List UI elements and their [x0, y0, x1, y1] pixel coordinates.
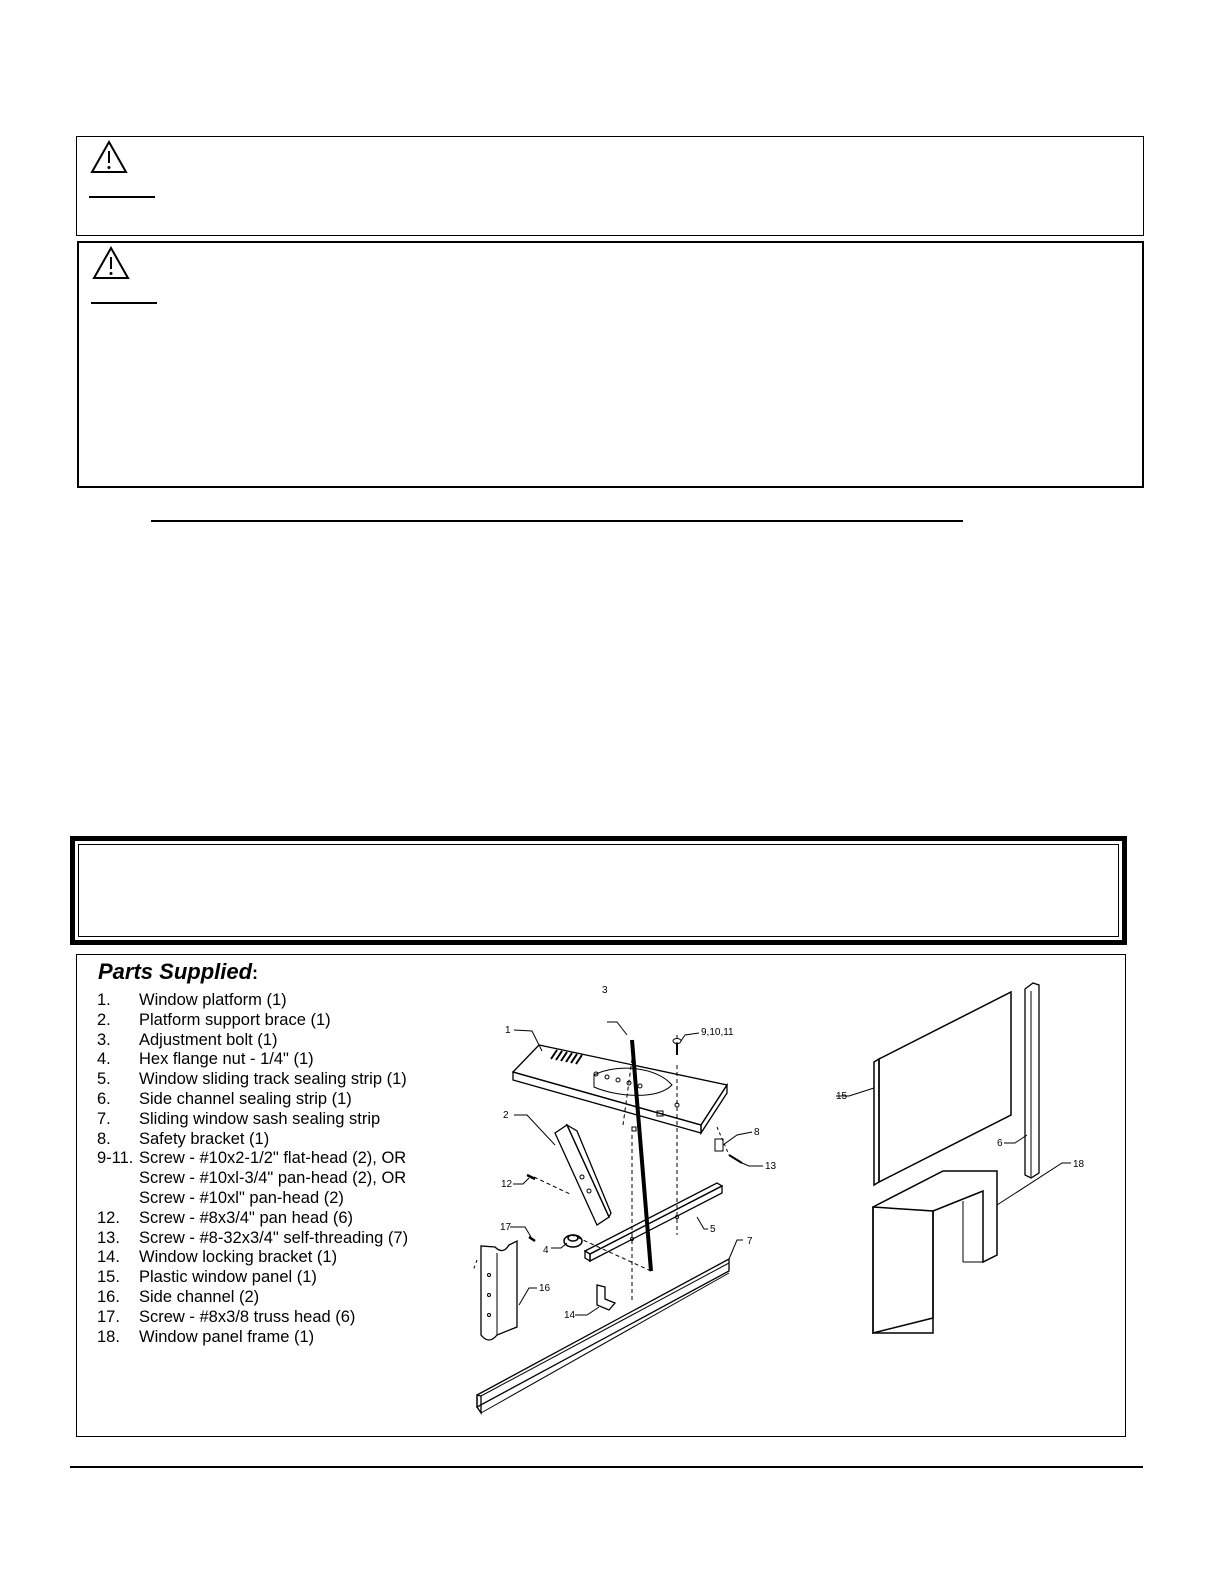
diagram-label-9-10-11: 9,10,11	[701, 1027, 734, 1038]
parts-title-text: Parts Supplied	[98, 959, 253, 984]
part-number: 9-11.	[97, 1149, 134, 1168]
part-number: 14.	[97, 1248, 120, 1267]
part-number: 2.	[97, 1010, 111, 1029]
diagram-label-8: 8	[754, 1127, 760, 1138]
plastic-window-panel-part	[874, 992, 1011, 1185]
diagram-label-5: 5	[710, 1224, 716, 1235]
diagram-label-4: 4	[543, 1245, 549, 1256]
part-description: Platform support brace (1)	[139, 1010, 331, 1029]
diagram-label-2: 2	[503, 1110, 509, 1121]
screw-9-11-part	[673, 1039, 681, 1056]
diagram-label-6: 6	[997, 1138, 1003, 1149]
part-number: 16.	[97, 1287, 120, 1306]
diagram-label-12: 12	[501, 1179, 513, 1190]
section-heading-rule	[151, 520, 963, 522]
part-description: Screw - #8x3/8 truss head (6)	[139, 1307, 356, 1326]
part-number: 5.	[97, 1070, 111, 1089]
part-description: Screw - #8-32x3/4" self-threading (7)	[139, 1228, 409, 1247]
diagram-label-17: 17	[500, 1222, 512, 1233]
part-description: Window platform (1)	[139, 991, 287, 1009]
warning-triangle-icon	[89, 139, 129, 175]
footer-rule	[70, 1466, 1143, 1468]
notice-box-inner	[78, 844, 1119, 937]
part-description: Side channel (2)	[139, 1287, 260, 1306]
part-number: 8.	[97, 1129, 111, 1148]
sash-sealing-strip-part	[477, 1259, 729, 1413]
part-number: 4.	[97, 1050, 111, 1069]
caution-label-underline	[91, 302, 157, 304]
safety-bracket-part	[715, 1127, 742, 1163]
part-number: 6.	[97, 1089, 111, 1108]
part-number: 17.	[97, 1307, 120, 1326]
track-sealing-strip-part	[585, 1183, 722, 1261]
exploded-parts-diagram	[77, 955, 1125, 1436]
caution-box-1	[76, 136, 1144, 236]
part-number: 7.	[97, 1109, 111, 1128]
part-description: Hex flange nut - 1/4" (1)	[139, 1050, 314, 1069]
part-description: Screw - #10x2-1/2" flat-head (2), OR	[139, 1149, 407, 1168]
parts-title-colon: :	[252, 963, 259, 983]
part-number: 1.	[97, 991, 111, 1009]
diagram-label-15: 15	[836, 1091, 848, 1102]
diagram-label-7: 7	[747, 1236, 753, 1247]
diagram-label-1: 1	[505, 1025, 511, 1036]
part-description: Safety bracket (1)	[139, 1129, 270, 1148]
diagram-label-13: 13	[765, 1161, 777, 1172]
part-description: Screw - #10xl-3/4" pan-head (2), OR	[139, 1169, 407, 1188]
part-number: 3.	[97, 1030, 111, 1049]
channel-sealing-strip-part	[1025, 983, 1039, 1178]
part-description: Plastic window panel (1)	[139, 1268, 317, 1287]
part-number: 15.	[97, 1268, 120, 1287]
locking-bracket-part	[597, 1285, 615, 1310]
warning-triangle-icon	[91, 245, 131, 281]
part-number: 12.	[97, 1208, 120, 1227]
caution-label-underline	[89, 196, 155, 198]
screw-17-part	[529, 1237, 535, 1241]
notice-box	[70, 836, 1127, 945]
part-description: Side channel sealing strip (1)	[139, 1089, 352, 1108]
part-description: Sliding window sash sealing strip	[139, 1109, 381, 1128]
part-description: Window locking bracket (1)	[139, 1248, 338, 1267]
diagram-label-14: 14	[564, 1310, 576, 1321]
part-number: 18.	[97, 1327, 120, 1346]
part-description: Screw - #8x3/4" pan head (6)	[139, 1208, 354, 1227]
support-brace-part	[534, 1125, 611, 1225]
hex-nut-part	[564, 1235, 582, 1247]
diagram-label-16: 16	[539, 1283, 551, 1294]
window-panel-frame-part	[873, 1171, 997, 1333]
diagram-label-3: 3	[602, 985, 608, 996]
part-number: 13.	[97, 1228, 120, 1247]
part-description: Adjustment bolt (1)	[139, 1030, 278, 1049]
caution-box-2	[77, 241, 1144, 488]
part-description: Window panel frame (1)	[139, 1327, 315, 1346]
diagram-label-18: 18	[1073, 1159, 1085, 1170]
window-platform-part	[513, 1045, 727, 1133]
part-description: Window sliding track sealing strip (1)	[139, 1070, 407, 1089]
parts-supplied-box	[76, 954, 1126, 1437]
side-channel-part	[473, 1241, 517, 1340]
part-description: Screw - #10xl" pan-head (2)	[139, 1188, 344, 1207]
